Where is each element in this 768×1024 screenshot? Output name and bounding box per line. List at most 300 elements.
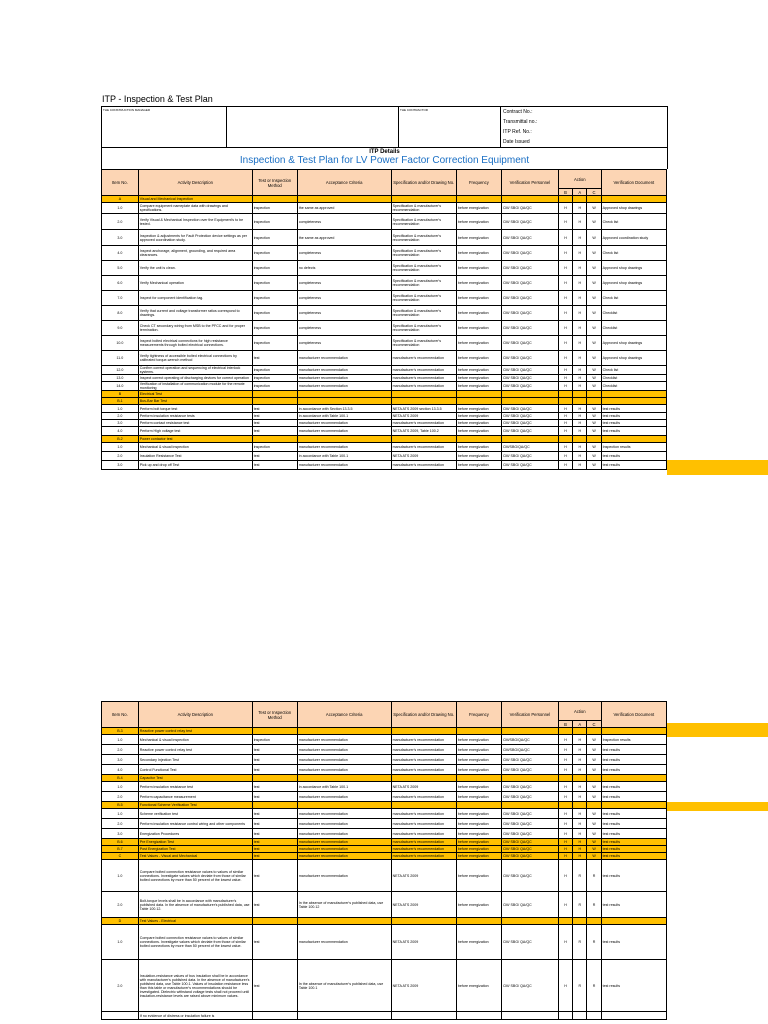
a-cell: H [573, 735, 587, 745]
itp-details-heading: ITP Details [369, 149, 400, 155]
activity-cell: Mechanical & visual inspection [138, 443, 252, 452]
personnel-cell: CM/ SBG/ QA/QC [501, 246, 558, 261]
criteria-cell [297, 391, 391, 398]
spec-cell: manufacturer's recommendation [391, 853, 456, 860]
a-cell: H [573, 230, 587, 246]
spec-cell: Specification & manufacturer's recommendation [391, 246, 456, 261]
criteria-cell: manufacturer recommendation [297, 427, 391, 436]
method-cell: inspection [252, 375, 297, 382]
activity-cell: If no evidence of distress or insulation failure is [138, 1012, 252, 1020]
method-cell [252, 728, 297, 735]
personnel-cell: CM/ SBG/ QA/QC [501, 276, 558, 291]
spec-cell: NETA ATS 2009 [391, 892, 456, 918]
c-cell: W [587, 261, 601, 276]
section-row [102, 846, 667, 853]
b-cell: H [558, 291, 572, 306]
page-title: ITP - Inspection & Test Plan [102, 94, 213, 104]
table-row [102, 336, 667, 351]
criteria-cell: in accordance with Section 13.3.5 [297, 405, 391, 413]
a-cell: H [573, 382, 587, 391]
table-row [102, 375, 667, 382]
doc-cell: Inspection results [601, 735, 666, 745]
frequency-cell [456, 391, 501, 398]
c-cell: W [587, 246, 601, 261]
criteria-cell: manufacturer recommendation [297, 925, 391, 960]
b-cell [558, 196, 572, 203]
c-cell: R [587, 860, 601, 892]
a-cell: H [573, 413, 587, 420]
activity-cell: Scheme verification test [138, 809, 252, 819]
table-row [102, 829, 667, 839]
method-cell: test [252, 413, 297, 420]
personnel-cell: CM/ SBG/ QA/QC [501, 321, 558, 336]
method-cell: test [252, 782, 297, 792]
activity-cell: Reactive power control relay test [138, 745, 252, 755]
activity-cell: Perform insulation resistance tests [138, 413, 252, 420]
item-no-cell: 1.0 [102, 735, 139, 745]
doc-cell: Check list [601, 246, 666, 261]
method-cell [252, 196, 297, 203]
b-cell: H [558, 839, 572, 846]
frequency-cell: before energization [456, 351, 501, 366]
c-cell: W [587, 745, 601, 755]
spec-cell: Specification & manufacturer's recommendation [391, 230, 456, 246]
method-cell [252, 1012, 297, 1020]
method-cell: inspection [252, 336, 297, 351]
personnel-cell: CM/ SBG/ QA/QC [501, 306, 558, 321]
frequency-cell: before energization [456, 214, 501, 230]
frequency-cell: before energization [456, 420, 501, 427]
item-no-cell: A [102, 196, 139, 203]
spec-cell: NETA ATS 2009 section 13.3.5 [391, 405, 456, 413]
item-no-cell: 11.0 [102, 351, 139, 366]
spec-cell: NETA ATS 2009 [391, 782, 456, 792]
b-cell: H [558, 755, 572, 765]
a-cell: R [573, 960, 587, 1012]
c-cell: W [587, 405, 601, 413]
a-cell [573, 196, 587, 203]
item-no-cell: 1.0 [102, 203, 139, 214]
frequency-cell: before energization [456, 819, 501, 829]
table-row [102, 755, 667, 765]
method-cell: inspection [252, 321, 297, 336]
method-cell [252, 775, 297, 782]
doc-cell: test results [601, 892, 666, 918]
criteria-cell [297, 196, 391, 203]
criteria-cell: manufacturer recommendation [297, 860, 391, 892]
criteria-cell: manufacturer recommendation [297, 443, 391, 452]
activity-cell: Verification of installation of communication module for the remote monitoring [138, 382, 252, 391]
activity-cell: Verify Visual & Mechanical Inspection over the Equipment's to be tested. [138, 214, 252, 230]
doc-cell: Approved shop drawings [601, 276, 666, 291]
criteria-cell: manufacturer recommendation [297, 846, 391, 853]
c-cell: W [587, 755, 601, 765]
activity-cell: Capacitor Test [138, 775, 252, 782]
section-band [667, 802, 768, 811]
a-cell: H [573, 246, 587, 261]
table-row [102, 366, 667, 375]
doc-cell: test results [601, 925, 666, 960]
c-cell: W [587, 291, 601, 306]
method-cell: test [252, 351, 297, 366]
method-cell: inspection [252, 291, 297, 306]
b-cell: H [558, 819, 572, 829]
doc-cell: test results [601, 792, 666, 802]
b-cell: H [558, 829, 572, 839]
document-fields [501, 107, 668, 148]
spec-cell [391, 1012, 456, 1020]
column-header-row [102, 170, 667, 189]
section-row [102, 775, 667, 782]
personnel-cell [501, 775, 558, 782]
doc-cell: Approved shop drawings [601, 261, 666, 276]
personnel-cell: CM/ SBG/ QA/QC [501, 819, 558, 829]
activity-cell: Compare bolted connection resistance values to values of similar connections. Investigate values which deviate from those of similar bolted connections by more than 50 percent of the lowest value. [138, 860, 252, 892]
b-cell [558, 398, 572, 405]
table-row [102, 860, 667, 892]
method-cell: test [252, 809, 297, 819]
a-cell: H [573, 839, 587, 846]
frequency-cell: before energization [456, 755, 501, 765]
table-row [102, 261, 667, 276]
item-no-cell: 5.0 [102, 261, 139, 276]
spec-cell: manufacturer's recommendation [391, 792, 456, 802]
frequency-cell: before energization [456, 427, 501, 436]
personnel-cell: CM/ SBG/ QA/QC [501, 413, 558, 420]
activity-cell: Pick up and drop off Test [138, 461, 252, 470]
personnel-cell: CM/ SBG/ QA/QC [501, 375, 558, 382]
spec-cell: manufacturer's recommendation [391, 461, 456, 470]
frequency-cell: before energization [456, 792, 501, 802]
table-row [102, 461, 667, 470]
criteria-cell: manufacturer recommendation [297, 735, 391, 745]
frequency-cell: before energization [456, 925, 501, 960]
a-cell: H [573, 846, 587, 853]
section-row [102, 436, 667, 443]
doc-cell: Approved shop drawings [601, 351, 666, 366]
b-cell: H [558, 336, 572, 351]
b-cell: H [558, 765, 572, 775]
doc-cell: test results [601, 427, 666, 436]
a-cell: H [573, 745, 587, 755]
criteria-cell: In the absence of manufacturer's published data, use Table 100.1 [297, 960, 391, 1012]
col-criteria-header: Acceptance Criteria [297, 170, 391, 196]
c-cell: W [587, 792, 601, 802]
a-cell: H [573, 261, 587, 276]
spec-cell: manufacturer's recommendation [391, 735, 456, 745]
criteria-cell: manufacturer recommendation [297, 809, 391, 819]
a-cell: H [573, 405, 587, 413]
method-cell: test [252, 829, 297, 839]
criteria-cell [297, 918, 391, 925]
item-no-cell: B.6 [102, 839, 139, 846]
frequency-cell [456, 802, 501, 809]
itp-details [101, 147, 668, 169]
b-cell: H [558, 276, 572, 291]
spec-cell: manufacturer's recommendation [391, 420, 456, 427]
item-no-cell: 2.0 [102, 745, 139, 755]
construction-manager-label: THE CONSTRUCTION MANAGER [102, 107, 227, 148]
frequency-cell: before energization [456, 745, 501, 755]
frequency-cell: before energization [456, 853, 501, 860]
personnel-cell: CM/ SBG/ QA/QC [501, 839, 558, 846]
c-cell [587, 436, 601, 443]
frequency-cell: before energization [456, 246, 501, 261]
spec-cell: Specification & manufacturer's recommendation [391, 336, 456, 351]
col-personnel-header: Verification Personnel [501, 702, 558, 728]
item-no-cell: 9.0 [102, 321, 139, 336]
item-no-cell: 12.0 [102, 366, 139, 375]
method-cell: test [252, 745, 297, 755]
a-cell: H [573, 366, 587, 375]
method-cell: test [252, 452, 297, 461]
frequency-cell [456, 728, 501, 735]
b-cell: H [558, 366, 572, 375]
c-cell: W [587, 306, 601, 321]
method-cell: inspection [252, 214, 297, 230]
b-cell [558, 775, 572, 782]
a-cell [573, 775, 587, 782]
b-cell: H [558, 382, 572, 391]
c-cell: W [587, 321, 601, 336]
criteria-cell: manufacturer recommendation [297, 382, 391, 391]
personnel-cell [501, 398, 558, 405]
a-cell: H [573, 306, 587, 321]
c-cell [587, 775, 601, 782]
criteria-cell: the same as approved [297, 203, 391, 214]
doc-cell: test results [601, 745, 666, 755]
criteria-cell: completeness [297, 291, 391, 306]
doc-cell: test results [601, 765, 666, 775]
section-row [102, 853, 667, 860]
method-cell: test [252, 960, 297, 1012]
personnel-cell: CM/SBG/QA/QC [501, 745, 558, 755]
a-cell [573, 918, 587, 925]
frequency-cell: before energization [456, 461, 501, 470]
personnel-cell: CM/ SBG/ QA/QC [501, 382, 558, 391]
table-row [102, 765, 667, 775]
b-cell: H [558, 214, 572, 230]
activity-cell: Functional Scheme Verification Test [138, 802, 252, 809]
itp-title: Inspection & Test Plan for LV Power Factor Correction Equipment [239, 155, 530, 166]
item-no-cell: 2.0 [102, 892, 139, 918]
table-row [102, 413, 667, 420]
c-cell: W [587, 230, 601, 246]
item-no-cell: B.7 [102, 846, 139, 853]
spec-cell: manufacturer's recommendation [391, 366, 456, 375]
a-cell: H [573, 427, 587, 436]
col-spec-header: Specification and/or Drawing No. [391, 702, 456, 728]
a-cell: H [573, 375, 587, 382]
b-cell: H [558, 375, 572, 382]
method-cell [252, 802, 297, 809]
spec-cell [391, 802, 456, 809]
table-row [102, 214, 667, 230]
personnel-cell: CM/ SBG/ QA/QC [501, 892, 558, 918]
table-row [102, 321, 667, 336]
itp-table-page-2 [101, 701, 667, 1020]
item-no-cell: 1.0 [102, 405, 139, 413]
a-cell: H [573, 203, 587, 214]
transmittal-no-label: Transmittal no.: [503, 119, 538, 125]
spec-cell: manufacturer's recommendation [391, 829, 456, 839]
activity-cell: Perform High voltage test [138, 427, 252, 436]
b-cell: H [558, 846, 572, 853]
frequency-cell: before energization [456, 336, 501, 351]
section-band [667, 460, 768, 475]
col-activity-header: Activity Description [138, 702, 252, 728]
c-cell: W [587, 839, 601, 846]
a-cell: H [573, 782, 587, 792]
criteria-cell: in accordance with Table 100.1 [297, 452, 391, 461]
b-cell: H [558, 452, 572, 461]
a-cell: H [573, 809, 587, 819]
item-no-cell: 8.0 [102, 306, 139, 321]
method-cell: inspection [252, 246, 297, 261]
method-cell: test [252, 427, 297, 436]
spec-cell: manufacturer's recommendation [391, 839, 456, 846]
c-cell: W [587, 782, 601, 792]
frequency-cell: before energization [456, 261, 501, 276]
item-no-cell: B.4 [102, 775, 139, 782]
table-row [102, 230, 667, 246]
c-cell: W [587, 382, 601, 391]
spec-cell [391, 775, 456, 782]
criteria-cell: completeness [297, 336, 391, 351]
c-cell: W [587, 461, 601, 470]
criteria-cell [297, 1012, 391, 1020]
a-cell [573, 728, 587, 735]
spec-cell: manufacturer's recommendation [391, 809, 456, 819]
a-cell: H [573, 829, 587, 839]
b-cell: H [558, 351, 572, 366]
spec-cell: Specification & manufacturer's recommendation [391, 203, 456, 214]
activity-cell: Compare equipment nameplate data with drawings and specifications. [138, 203, 252, 214]
criteria-cell: no defects [297, 261, 391, 276]
criteria-cell: manufacturer recommendation [297, 819, 391, 829]
personnel-cell [501, 918, 558, 925]
activity-cell: Confirm correct operation and sequencing of electrical interlock systems. [138, 366, 252, 375]
doc-cell: Checklist [601, 382, 666, 391]
frequency-cell: before energization [456, 960, 501, 1012]
a-cell: H [573, 336, 587, 351]
activity-cell: Perform contact resistance test [138, 420, 252, 427]
b-cell: H [558, 321, 572, 336]
doc-cell: test results [601, 755, 666, 765]
doc-cell [601, 728, 666, 735]
c-cell: R [587, 960, 601, 1012]
item-no-cell: 3.0 [102, 230, 139, 246]
table-row [102, 382, 667, 391]
doc-cell: test results [601, 819, 666, 829]
frequency-cell: before energization [456, 829, 501, 839]
a-cell: H [573, 819, 587, 829]
personnel-cell: CM/ SBG/ QA/QC [501, 960, 558, 1012]
doc-cell: Checklist [601, 306, 666, 321]
a-cell: H [573, 452, 587, 461]
spec-cell: manufacturer's recommendation [391, 375, 456, 382]
frequency-cell: before energization [456, 276, 501, 291]
b-cell: H [558, 405, 572, 413]
spec-cell: NETA ATS 2009, Table 100.2 [391, 427, 456, 436]
frequency-cell: before energization [456, 321, 501, 336]
item-no-cell [102, 1012, 139, 1020]
a-cell: H [573, 792, 587, 802]
activity-cell: Inspect correct operating of discharging devices for correct operation [138, 375, 252, 382]
section-row [102, 398, 667, 405]
criteria-cell [297, 802, 391, 809]
personnel-cell: CM/ SBG/ QA/QC [501, 291, 558, 306]
frequency-cell [456, 918, 501, 925]
contractor-label: THE CONTRACTOR [399, 107, 501, 148]
c-cell: R [587, 892, 601, 918]
criteria-cell: completeness [297, 306, 391, 321]
col-frequency-header: Frequency [456, 170, 501, 196]
criteria-cell: manufacturer recommendation [297, 351, 391, 366]
activity-cell: Electrical Test [138, 391, 252, 398]
criteria-cell: In the absence of manufacturer's published data, use Table 100.12 [297, 892, 391, 918]
criteria-cell: manufacturer recommendation [297, 755, 391, 765]
a-cell [573, 802, 587, 809]
criteria-cell [297, 436, 391, 443]
spec-cell [391, 918, 456, 925]
method-cell: test [252, 846, 297, 853]
a-cell [573, 398, 587, 405]
a-cell: R [573, 860, 587, 892]
activity-cell: Verify tightness of accessible bolted electrical connections by calibrated torque-wrench method [138, 351, 252, 366]
spec-cell [391, 436, 456, 443]
contract-no-label: Contract No.: [503, 109, 533, 115]
frequency-cell: before energization [456, 366, 501, 375]
personnel-cell [501, 728, 558, 735]
col-item-header: Item No. [102, 702, 139, 728]
frequency-cell: before energization [456, 413, 501, 420]
activity-cell: Bus-Bar Bar Test [138, 398, 252, 405]
activity-cell: Inspect anchorage, alignment, grounding, and required area clearances. [138, 246, 252, 261]
item-no-cell: B.5 [102, 802, 139, 809]
personnel-cell [501, 1012, 558, 1020]
section-row [102, 728, 667, 735]
doc-cell: Check list [601, 214, 666, 230]
item-no-cell: 1.0 [102, 860, 139, 892]
item-no-cell: B.2 [102, 436, 139, 443]
doc-cell: Approved shop drawings [601, 336, 666, 351]
doc-cell: test results [601, 461, 666, 470]
criteria-cell: manufacturer recommendation [297, 420, 391, 427]
method-cell: test [252, 792, 297, 802]
personnel-cell: CM/ SBG/ QA/QC [501, 351, 558, 366]
frequency-cell: before energization [456, 306, 501, 321]
spec-cell: Specification & manufacturer's recommendation [391, 276, 456, 291]
criteria-cell: manufacturer recommendation [297, 765, 391, 775]
activity-cell: Mechanical & visual inspection [138, 735, 252, 745]
personnel-cell: CM/ SBG/ QA/QC [501, 452, 558, 461]
b-cell: H [558, 960, 572, 1012]
item-no-cell: B.1 [102, 398, 139, 405]
c-cell [587, 398, 601, 405]
method-cell: inspection [252, 230, 297, 246]
item-no-cell: 2.0 [102, 819, 139, 829]
method-cell: inspection [252, 735, 297, 745]
item-no-cell: 2.0 [102, 792, 139, 802]
item-no-cell: B.3 [102, 728, 139, 735]
col-a-header: A [573, 189, 587, 196]
doc-cell: Check list [601, 366, 666, 375]
doc-cell: test results [601, 960, 666, 1012]
col-method-header: Test or Inspection Method [252, 170, 297, 196]
c-cell: W [587, 276, 601, 291]
col-c-header: C [587, 189, 601, 196]
